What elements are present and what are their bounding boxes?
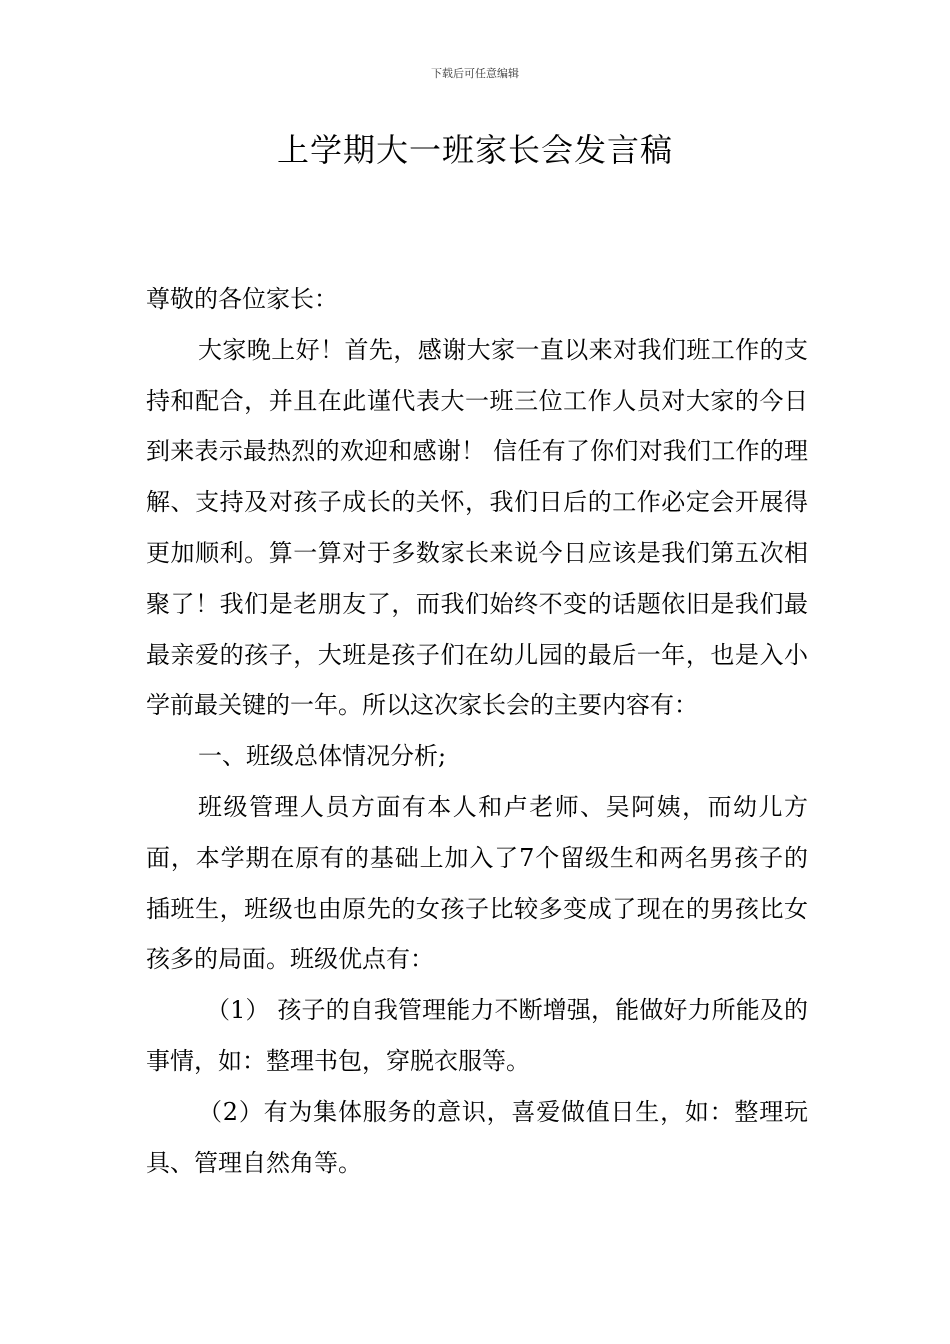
salutation: 尊敬的各位家长： (146, 285, 338, 313)
paragraph-class-overview: 班级管理人员方面有本人和卢老师、吴阿姨，而幼儿方面，本学期在原有的基础上加入了7个留级生和两名男孩子的插班生，班级也由原先的女孩子比较多变成了现在的男孩比女孩多的局面。班级优点有： (146, 792, 808, 974)
list-item-strength-1: （1） 孩子的自我管理能力不断增强，能做好力所能及的事情，如：整理书包，穿脱衣服等。 (146, 996, 808, 1075)
document-title: 上学期大一班家长会发言稿 (276, 131, 673, 169)
section-heading: 一、班级总体情况分析; (198, 742, 447, 771)
document-body (146, 274, 808, 1188)
paragraph-intro: 大家晚上好！首先，感谢大家一直以来对我们班工作的支持和配合，并且在此谨代表大一班三位工作人员对大家的今日到来表示最热烈的欢迎和感谢！ 信任有了你们对我们工作的理解、支持及对孩子成长的关怀，我们日后的工作必定会开展得更加顺利。算一算对于多数家长来说今日应该是我们第五次相聚了！我们是老朋友了，而我们始终不变的话题依旧是我们最最亲爱的孩子，大班是孩子们在幼儿园的最后一年，也是入小学前最关键的一年。所以这次家长会的主要内容有： (146, 335, 808, 720)
header-note: 下载后可任意编辑 (431, 67, 519, 80)
list-item-strength-2: （2）有为集体服务的意识，喜爱做值日生，如：整理玩具、管理自然角等。 (146, 1097, 808, 1177)
